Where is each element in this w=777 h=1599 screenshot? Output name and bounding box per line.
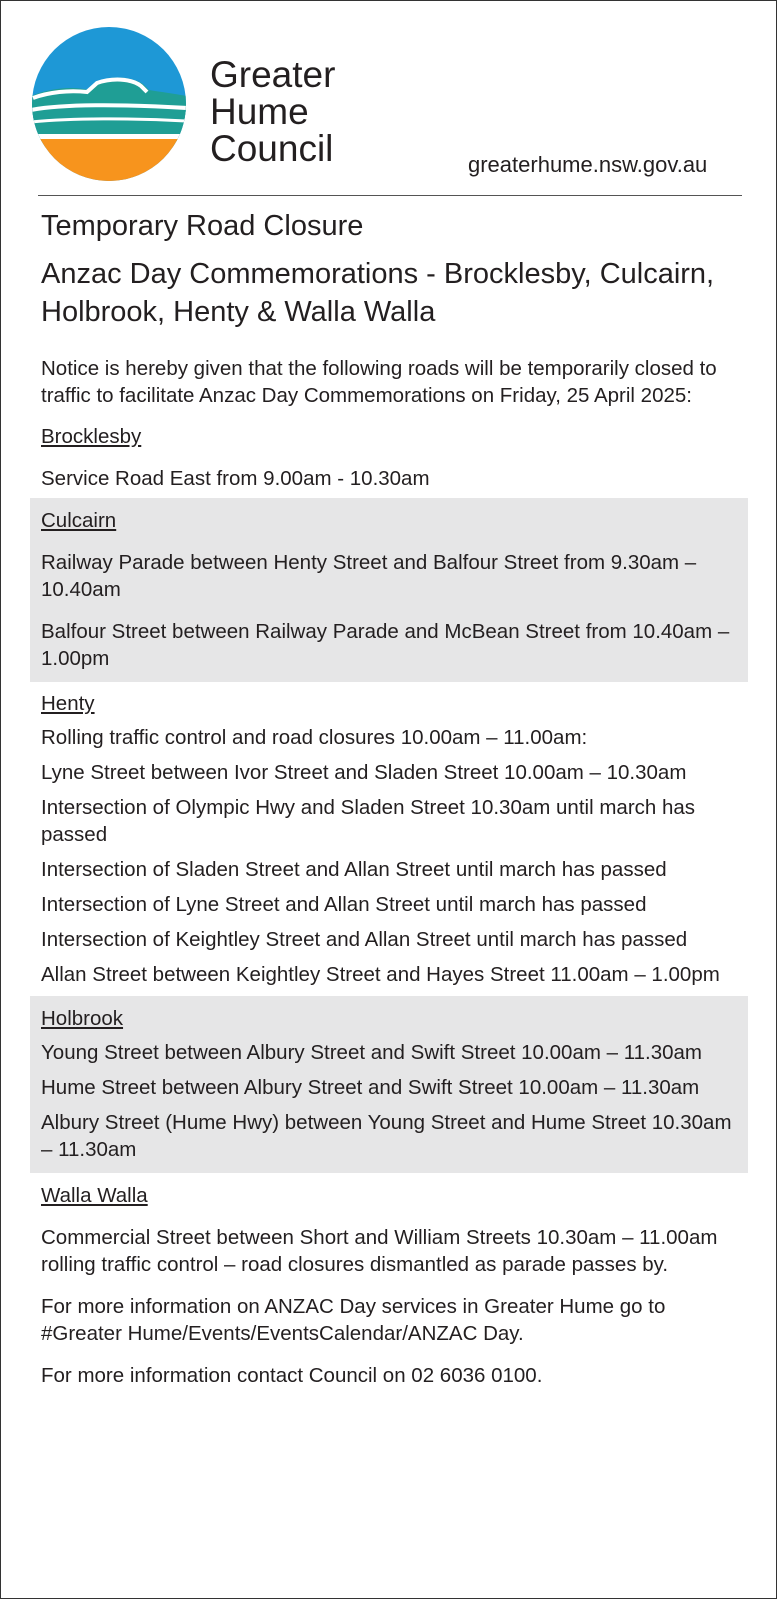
footer-services-info: For more information on ANZAC Day services in Greater Hume go to #Greater Hume/Events/EventsCalendar/ANZAC Day. (41, 1295, 666, 1345)
culcairn-item-1: Railway Parade between Henty Street and Balfour Street from 9.30am – 10.40am (41, 551, 697, 601)
henty-item-3: Intersection of Olympic Hwy and Sladen Street 10.30am until march has passed (41, 796, 696, 846)
walla-walla-block (1, 1173, 776, 1278)
holbrook-item-3: Albury Street (Hume Hwy) between Young Street and Hume Street 10.30am – 11.30am (41, 1111, 732, 1161)
section-heading-brocklesby: Brocklesby (41, 425, 142, 448)
website-link[interactable]: greaterhume.nsw.gov.au (468, 152, 708, 177)
henty-block (1, 682, 776, 988)
wordmark-line-2: Hume (210, 91, 309, 132)
section-heading-culcairn: Culcairn (41, 509, 117, 532)
council-logo-icon (31, 26, 187, 182)
council-wordmark (210, 56, 335, 167)
henty-item-2: Lyne Street between Ivor Street and Sladen Street 10.00am – 10.30am (41, 761, 687, 784)
holbrook-item-2: Hume Street between Albury Street and Swift Street 10.00am – 11.30am (41, 1076, 700, 1099)
henty-item-5: Intersection of Lyne Street and Allan Street until march has passed (41, 893, 647, 916)
intro-paragraph: Notice is hereby given that the following roads will be temporarily closed to traffic to facilitate Anzac Day Commemorations on Friday, 25 April 2025: (41, 357, 717, 407)
notice-body (1, 355, 776, 1389)
brocklesby-item-1: Service Road East from 9.00am - 10.30am (41, 467, 430, 490)
footer-contact-info: For more information contact Council on 02 6036 0100. (41, 1364, 543, 1387)
header-divider (38, 195, 742, 196)
section-heading-henty: Henty (41, 692, 95, 715)
wordmark-line-1: Greater (210, 54, 336, 95)
culcairn-block (30, 498, 748, 682)
notice-title: Temporary Road Closure (41, 210, 364, 242)
section-heading-holbrook: Holbrook (41, 1007, 124, 1030)
notice-subtitle: Anzac Day Commemorations - Brocklesby, Culcairn, Holbrook, Henty & Walla Walla (41, 258, 715, 328)
holbrook-block (30, 996, 748, 1173)
walla-walla-item-1: Commercial Street between Short and William Streets 10.30am – 11.00am rolling traffic control – road closures dismantled as parade passes by. (41, 1226, 718, 1276)
culcairn-item-2: Balfour Street between Railway Parade and McBean Street from 10.40am – 1.00pm (41, 620, 730, 670)
henty-item-7: Allan Street between Keightley Street and Hayes Street 11.00am – 1.00pm (41, 963, 720, 986)
holbrook-item-1: Young Street between Albury Street and Swift Street 10.00am – 11.30am (41, 1041, 702, 1064)
henty-item-1: Rolling traffic control and road closures 10.00am – 11.00am: (41, 726, 588, 749)
henty-item-6: Intersection of Keightley Street and Allan Street until march has passed (41, 928, 688, 951)
wordmark-line-3: Council (210, 128, 334, 169)
henty-item-4: Intersection of Sladen Street and Allan Street until march has passed (41, 858, 667, 881)
section-heading-walla-walla: Walla Walla (41, 1184, 148, 1207)
